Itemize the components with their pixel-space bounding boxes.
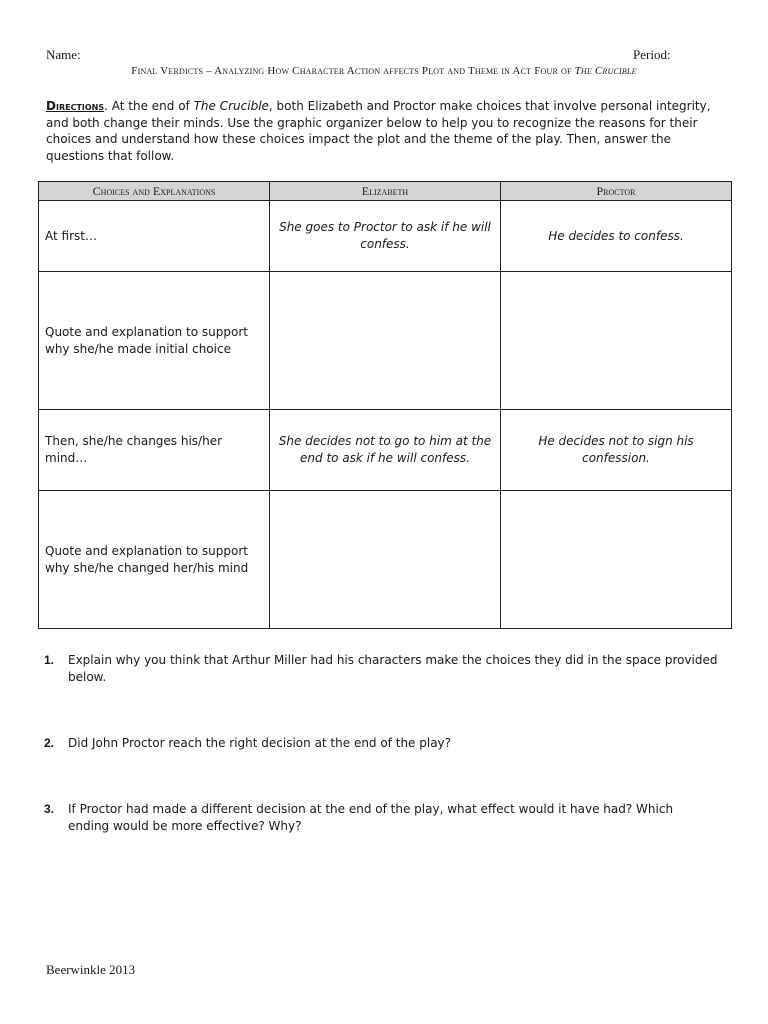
period-label: Period: xyxy=(633,47,671,62)
table-row xyxy=(39,201,732,272)
row-label-changed-quote: Quote and explanation to support why she/he changed her/his mind xyxy=(39,491,270,629)
header-choices-explanations: Choices and Explanations xyxy=(39,182,270,201)
question-text: If Proctor had made a different decision at the end of the play, what effect would it have had? Which ending would be more effective? Why? xyxy=(68,802,674,833)
question-number: 1. xyxy=(44,653,55,667)
question-number: 2. xyxy=(44,736,55,750)
directions-intro: . At the end of xyxy=(104,99,194,113)
footer-credit: Beerwinkle 2013 xyxy=(46,962,136,977)
table-row xyxy=(39,272,732,410)
question-text: Did John Proctor reach the right decision at the end of the play? xyxy=(68,736,452,750)
directions-label: Directions xyxy=(46,99,105,113)
row-label-at-first: At first… xyxy=(39,201,270,272)
header-elizabeth: Elizabeth xyxy=(270,182,501,201)
proctor-at-first: He decides to confess. xyxy=(501,201,732,272)
row-label-initial-quote: Quote and explanation to support why she/he made initial choice xyxy=(39,272,270,410)
name-label: Name: xyxy=(46,47,81,62)
directions-body: , both Elizabeth and Proctor make choices that involve personal integrity, and both change their minds. Use the graphic organizer below to help you to recognize the reasons for their choices and understand how these choices impact the plot and the theme of the play. Then, answer the questions that follow. xyxy=(46,99,711,163)
proctor-changes-mind: He decides not to sign his confession. xyxy=(501,410,732,491)
row-label-changes-mind: Then, she/he changes his/her mind… xyxy=(39,410,270,491)
proctor-changed-quote-cell[interactable] xyxy=(501,491,732,629)
elizabeth-changes-mind: She decides not to go to him at the end to ask if he will confess. xyxy=(270,410,501,491)
question-number: 3. xyxy=(44,802,55,816)
question-text: Explain why you think that Arthur Miller had his characters make the choices they did in the space provided below. xyxy=(68,653,718,684)
table-header-row xyxy=(39,182,732,201)
directions-paragraph xyxy=(46,98,718,164)
graphic-organizer-table xyxy=(38,181,732,629)
proctor-initial-quote-cell[interactable] xyxy=(501,272,732,410)
elizabeth-at-first: She goes to Proctor to ask if he will confess. xyxy=(270,201,501,272)
elizabeth-changed-quote-cell[interactable] xyxy=(270,491,501,629)
title-main: Final Verdicts – Analyzing How Character Action affects Plot and Theme in Act Four of xyxy=(131,65,575,77)
header-proctor: Proctor xyxy=(501,182,732,201)
page-title xyxy=(0,65,768,77)
title-play: The Crucible xyxy=(574,65,637,77)
elizabeth-initial-quote-cell[interactable] xyxy=(270,272,501,410)
table-row xyxy=(39,491,732,629)
directions-play-title: The Crucible xyxy=(193,99,269,113)
table-row xyxy=(39,410,732,491)
